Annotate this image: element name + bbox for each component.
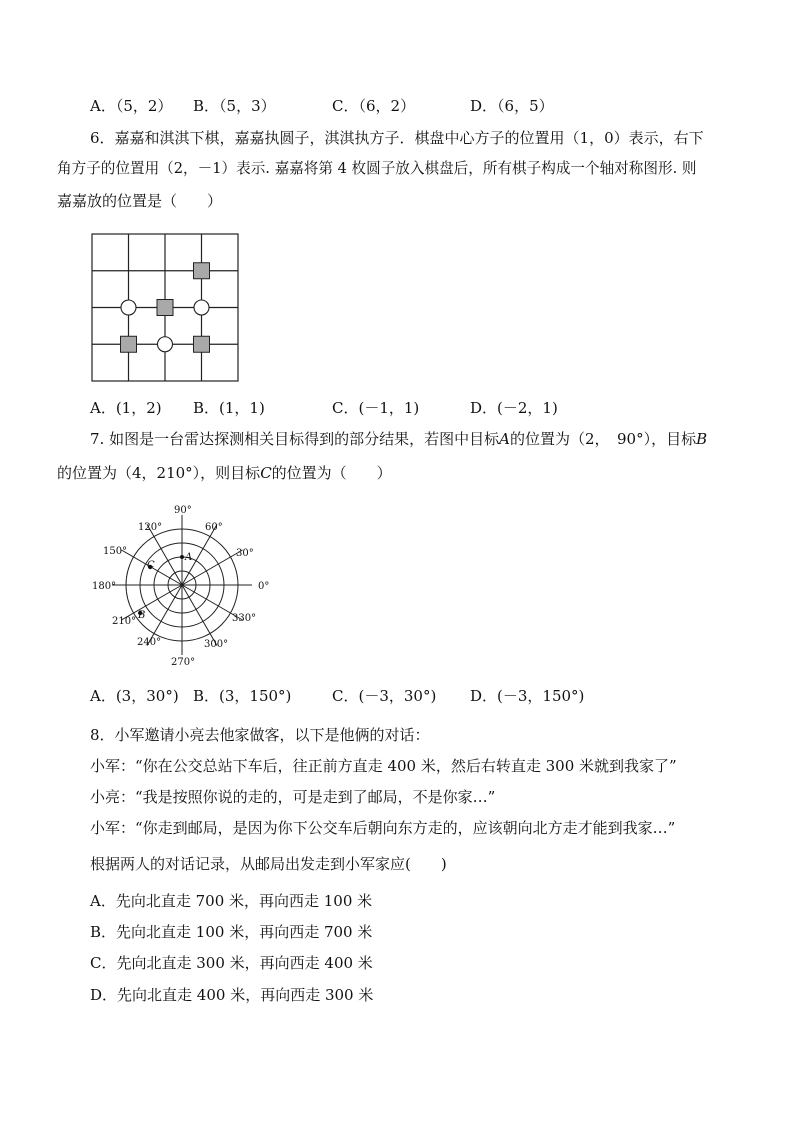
round-piece: [194, 300, 209, 315]
q8-dialog-3: 小军：“你走到邮局，是因为你下公交车后朝向东方走的，应该朝向北方走才能到我家…”: [90, 819, 676, 837]
q8-option-c: C．先向北直走 300 米，再向西走 400 米: [90, 954, 373, 972]
target-c-label: C: [147, 560, 155, 571]
q8-dialog-2: 小亮：“我是按照你说的走的，可是走到了邮局，不是你家…”: [90, 788, 496, 806]
q6-option-a: A．(1，2): [90, 399, 162, 417]
q5-option-d: D．（6，5）: [470, 97, 554, 115]
radar-figure: [90, 500, 280, 670]
angle-label-180: 180°: [92, 581, 117, 592]
angle-label-210: 210°: [112, 616, 137, 627]
q8-option-d: D．先向北直走 400 米，再向西走 300 米: [90, 986, 374, 1004]
q8-dialog-1: 小军：“你在公交总站下车后，往正前方直走 400 米，然后右转直走 300 米就到我家了”: [90, 757, 677, 775]
square-piece: [194, 263, 210, 279]
q6-text-line1: 6．嘉嘉和淇淇下棋，嘉嘉执圆子，淇淇执方子．棋盘中心方子的位置用（1，0）表示，右下: [90, 129, 704, 147]
q7-option-a: A．(3，30°): [90, 687, 179, 705]
q8-question: 根据两人的对话记录，从邮局出发走到小军家应( ): [90, 855, 447, 873]
q7-option-b: B．(3，150°): [193, 687, 292, 705]
round-piece: [121, 300, 136, 315]
square-piece-bottom-right: [194, 336, 210, 352]
q6-text-line2: 角方子的位置用（2，－1）表示. 嘉嘉将第 4 枚圆子放入棋盘后，所有棋子构成一个轴对称图形. 则: [57, 160, 697, 177]
q7-text-line1: 7. 如图是一台雷达探测相关目标得到的部分结果，若图中目标A的位置为（2， 90°），目标B: [90, 430, 708, 448]
target-b-label: B: [138, 610, 146, 621]
q5-option-a: A．（5，2）: [90, 97, 173, 115]
q7-text-line2: 的位置为（4，210°），则目标C的位置为（ ）: [57, 464, 392, 482]
angle-label-300: 300°: [204, 639, 229, 650]
angle-label-150: 150°: [103, 546, 128, 557]
q5-option-b: B．（5，3）: [193, 97, 276, 115]
angle-label-120: 120°: [138, 522, 163, 533]
target-a-label: A: [185, 552, 193, 563]
q6-option-c: C．(－1，1): [332, 399, 420, 417]
square-piece-center: [157, 300, 173, 316]
q5-option-c: C．（6，2）: [332, 97, 416, 115]
angle-label-330: 330°: [232, 613, 257, 624]
square-piece: [121, 336, 137, 352]
round-piece: [158, 337, 173, 352]
q7-option-d: D．(－3，150°): [470, 687, 585, 705]
chessboard-figure: [90, 232, 240, 384]
q8-option-b: B．先向北直走 100 米，再向西走 700 米: [90, 923, 373, 941]
q6-text-line3: 嘉嘉放的位置是（ ）: [57, 192, 223, 210]
q8-option-a: A．先向北直走 700 米，再向西走 100 米: [90, 892, 373, 910]
q6-option-b: B．(1，1): [193, 399, 265, 417]
angle-label-0: 0°: [258, 581, 270, 592]
q7-option-c: C．(－3，30°): [332, 687, 437, 705]
angle-label-90: 90°: [174, 505, 192, 516]
target-a-dot: [180, 555, 184, 559]
angle-label-240: 240°: [137, 637, 162, 648]
angle-label-60: 60°: [205, 522, 223, 533]
angle-label-270: 270°: [171, 657, 196, 668]
q8-text-line1: 8．小军邀请小亮去他家做客，以下是他俩的对话：: [90, 726, 430, 744]
angle-label-30: 30°: [236, 548, 254, 559]
q6-option-d: D．(－2，1): [470, 399, 558, 417]
